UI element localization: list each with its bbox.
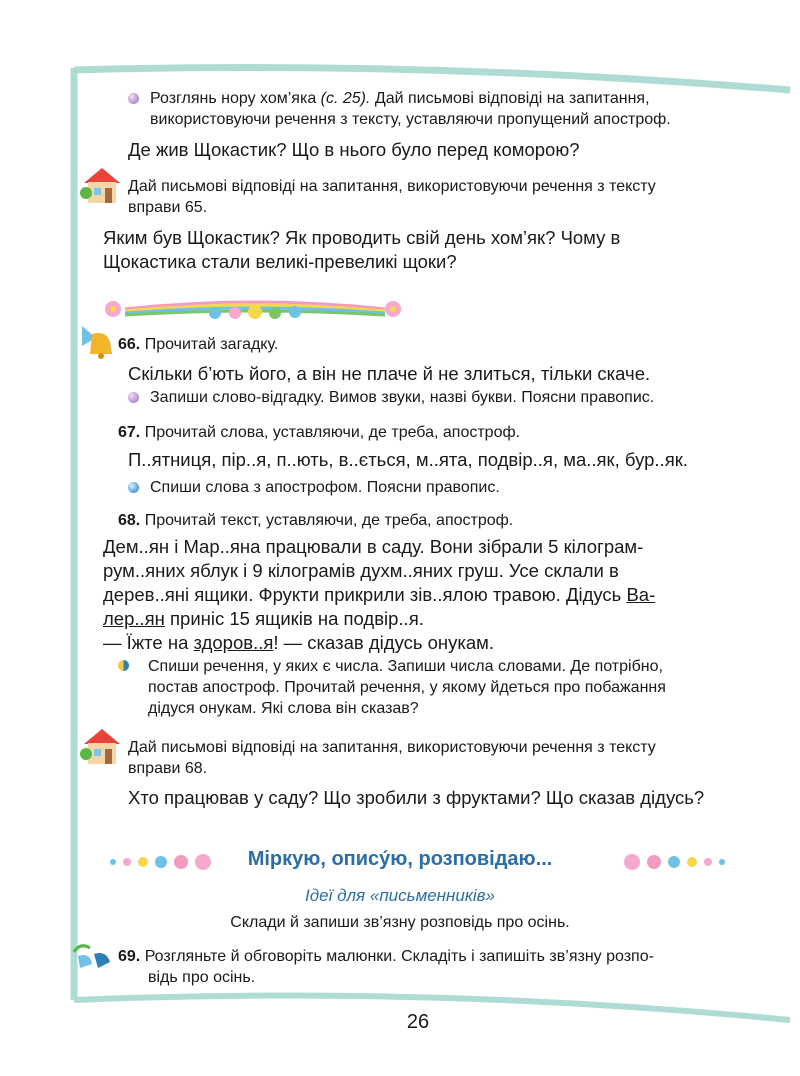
text: Розгляньте й обговоріть малюнки. Складіть і запишіть зв’язну розпо- bbox=[140, 948, 654, 965]
text: приніс 15 ящиків на подвір..я. bbox=[164, 608, 424, 629]
section-subheading: Ідеї для «письменників» bbox=[305, 886, 495, 905]
underlined-word: Ва- bbox=[626, 584, 656, 605]
bullet-icon bbox=[128, 482, 139, 493]
house-icon bbox=[80, 726, 124, 766]
underlined-word: здоров..я bbox=[193, 632, 274, 653]
text: ! — сказав дідусь онукам. bbox=[273, 632, 495, 653]
exercise-66-task bbox=[118, 334, 278, 355]
exercise-number: 67. bbox=[118, 424, 141, 441]
question-1: Де жив Щокастик? Що в нього було перед коморою? bbox=[128, 139, 580, 160]
bluebell-icon bbox=[70, 938, 118, 978]
exercise-66-sub: Запиши слово-відгадку. Вимов звуки, назві букви. Поясни правопис. bbox=[150, 389, 655, 406]
text: вправи 65. bbox=[128, 199, 208, 216]
text: використовуючи речення з тексту, уставляючи пропущений апостроф. bbox=[150, 111, 671, 128]
exercise-68-sub bbox=[148, 656, 748, 719]
text: рум..яних яблук і 9 кілограмів духм..яних груш. Усе склали в bbox=[103, 560, 619, 581]
page-reference: (с. 25). bbox=[320, 90, 371, 107]
text: Дем..ян і Мар..яна працювали в саду. Вони зібрали 5 кілограм- bbox=[103, 536, 644, 557]
text: Прочитай загадку. bbox=[140, 336, 279, 353]
exercise-67-sub: Спиши слова з апострофом. Поясни правопис. bbox=[150, 479, 500, 496]
text: Прочитай слова, уставляючи, де треба, апостроф. bbox=[140, 424, 521, 441]
text: вправи 68. bbox=[128, 760, 208, 777]
exercise-67-task bbox=[118, 422, 520, 443]
homework-instruction-2 bbox=[128, 737, 738, 779]
exercise-number: 68. bbox=[118, 512, 141, 529]
exercise-66-riddle: Скільки б’ють його, а він не плаче й не злиться, тільки скаче. bbox=[128, 363, 651, 384]
instruction-hamster-nest bbox=[150, 88, 740, 130]
text: дідуся онукам. Які слова він сказав? bbox=[148, 700, 419, 717]
homework-instruction-1 bbox=[128, 176, 738, 218]
page-number: 26 bbox=[406, 1011, 430, 1033]
exercise-68-text bbox=[103, 535, 743, 655]
text: Прочитай текст, уставляючи, де треба, апостроф. bbox=[140, 512, 514, 529]
bell-icon bbox=[72, 320, 118, 360]
house-icon bbox=[80, 165, 124, 205]
text: постав апостроф. Прочитай речення, у якому йдеться про побажання bbox=[148, 679, 666, 696]
text: Дай письмові відповіді на запитання, використовуючи речення з тексту bbox=[128, 739, 656, 756]
exercise-68-task bbox=[118, 510, 513, 531]
flower-row-right bbox=[620, 852, 730, 872]
bullet-icon bbox=[128, 93, 139, 104]
section-task: Склади й запиши зв’язну розповідь про осінь. bbox=[230, 914, 570, 931]
flower-divider bbox=[95, 295, 415, 323]
question-3: Хто працював у саду? Що зробили з фруктами? Що сказав дідусь? bbox=[128, 787, 705, 808]
exercise-67-words: П..ятниця, пір..я, п..ють, в..ється, м..ята, подвір..я, ма..як, бур..як. bbox=[128, 449, 688, 470]
text: — Їжте на bbox=[103, 632, 194, 653]
text: Дай письмові відповіді на запитання, bbox=[370, 90, 650, 107]
question-2 bbox=[103, 226, 743, 274]
underlined-word: лер..ян bbox=[103, 608, 165, 629]
text: Щокастика стали великі-превеликі щоки? bbox=[103, 251, 457, 272]
text: відь про осінь. bbox=[148, 969, 256, 986]
text: дерев..яні ящики. Фрукти прикрили зів..ялою травою. Дідусь bbox=[103, 584, 627, 605]
text: Дай письмові відповіді на запитання, використовуючи речення з тексту bbox=[128, 178, 656, 195]
bullet-icon bbox=[118, 660, 129, 671]
bullet-icon bbox=[128, 392, 139, 403]
text: Розглянь нору хом’яка bbox=[150, 90, 321, 107]
exercise-69-task bbox=[118, 946, 738, 988]
exercise-number: 69. bbox=[118, 948, 141, 965]
section-heading: Міркую, опису́ю, розповідаю... bbox=[247, 848, 553, 870]
exercise-number: 66. bbox=[118, 336, 141, 353]
text: Спиши речення, у яких є числа. Запиши числа словами. Де потрібно, bbox=[148, 658, 663, 675]
text: Яким був Щокастик? Як проводить свій день хом’як? Чому в bbox=[103, 227, 621, 248]
